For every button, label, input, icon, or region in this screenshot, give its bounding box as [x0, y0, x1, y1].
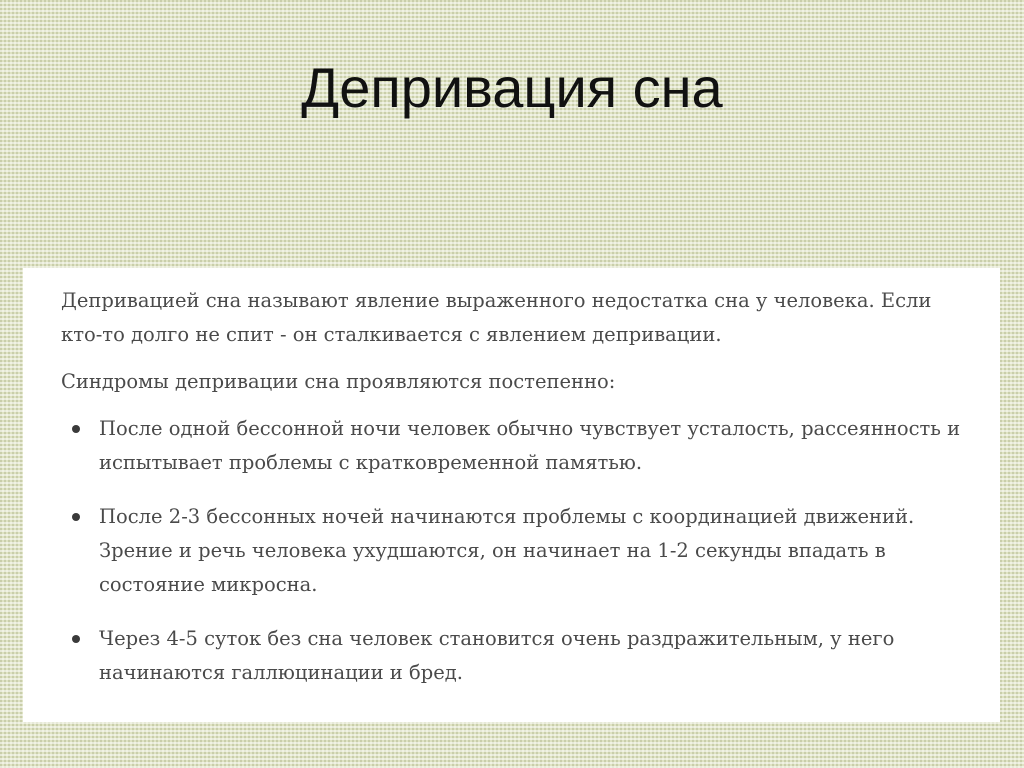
intro-paragraph: Депривацией сна называют явление выраженного недостатка сна у человека. Если кто-то долго не спит - он сталкивается с явлением депривации. [61, 289, 932, 346]
bullet-icon [72, 635, 80, 643]
list-item [61, 500, 970, 602]
slide-title: Депривация сна [301, 56, 723, 119]
list-item-text: После 2-3 бессонных ночей начинаются проблемы с координацией движений. Зрение и речь человека ухудшаются, он начинает на 1-2 секунды впадать в состояние микросна. [99, 505, 915, 596]
bullet-icon [72, 513, 80, 521]
bullet-icon [72, 425, 80, 433]
symptom-list [61, 412, 970, 690]
lead-paragraph: Синдромы депривации сна проявляются постепенно: [61, 370, 616, 393]
list-item-text: После одной бессонной ночи человек обычно чувствует усталость, рассеянность и испытывает проблемы с кратковременной памятью. [99, 417, 961, 474]
list-item-text: Через 4-5 суток без сна человек становится очень раздражительным, у него начинаются галлюцинации и бред. [99, 627, 895, 684]
list-item [61, 622, 970, 690]
list-item [61, 412, 970, 480]
content-box [23, 268, 1000, 722]
